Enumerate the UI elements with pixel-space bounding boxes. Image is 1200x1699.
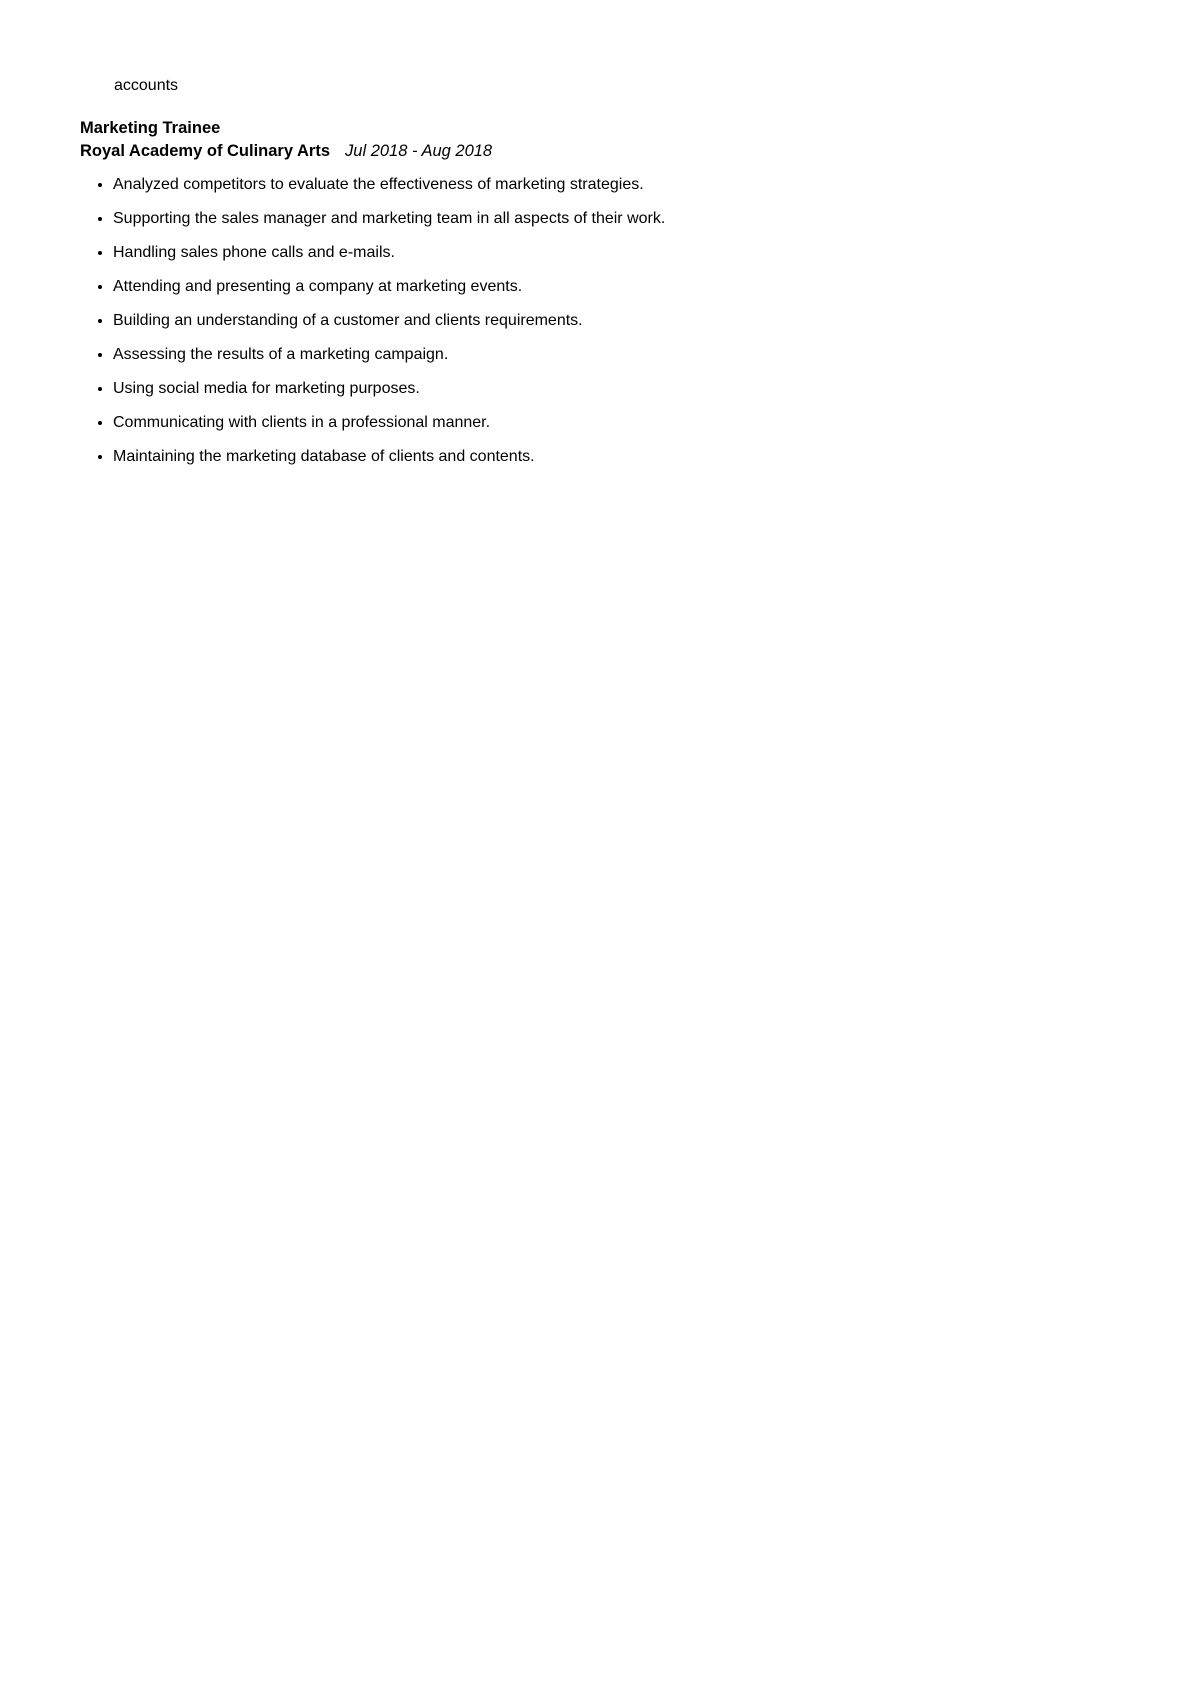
bullet-item: • Handling sales phone calls and e-mails.	[113, 240, 680, 265]
bullet-item: • Attending and presenting a company at marketing events.	[113, 274, 680, 299]
bullet-list	[80, 172, 680, 469]
bullet-item: • Analyzed competitors to evaluate the effectiveness of marketing strategies.	[113, 172, 680, 197]
experience-section	[80, 117, 680, 478]
bullet-item: • Assessing the results of a marketing campaign.	[113, 342, 680, 367]
job-title: Marketing Trainee	[80, 119, 221, 137]
bullet-item: • Communicating with clients in a professional manner.	[113, 410, 680, 435]
bullet-item: • Maintaining the marketing database of clients and contents.	[113, 444, 680, 469]
company-name: Royal Academy of Culinary Arts	[80, 142, 331, 160]
bullet-item: • Building an understanding of a customer and clients requirements.	[113, 308, 680, 333]
employment-dates: Jul 2018 - Aug 2018	[345, 142, 493, 160]
bullet-item: • Supporting the sales manager and marketing team in all aspects of their work.	[113, 206, 680, 231]
bullet-item: • Using social media for marketing purposes.	[113, 376, 680, 401]
overflow-text: accounts	[114, 77, 179, 94]
company-line	[80, 140, 680, 163]
